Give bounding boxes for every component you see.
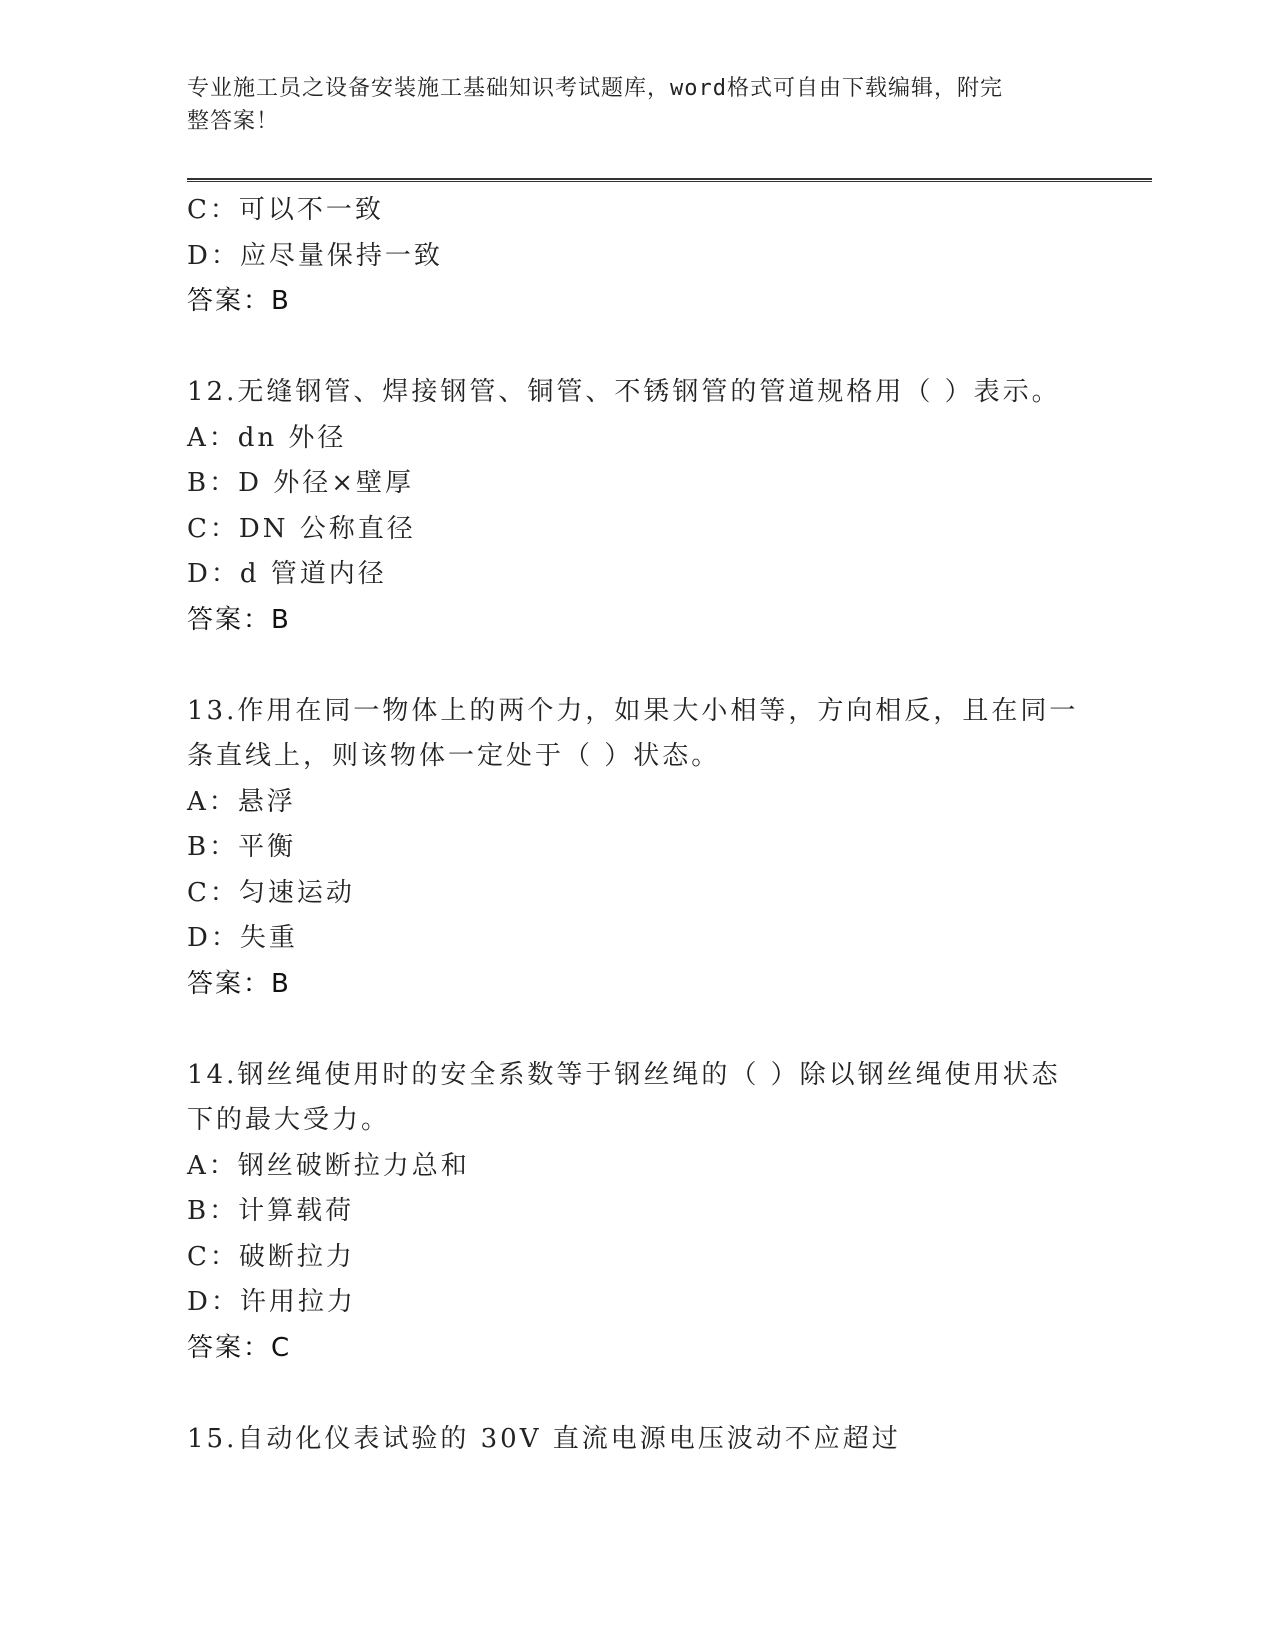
option-c: C：可以不一致 — [187, 195, 384, 225]
option-d: D：d 管道内径 — [187, 559, 387, 589]
question-stem-line-2: 下的最大受力。 — [187, 1105, 391, 1135]
answer: 答案：B — [187, 604, 291, 635]
option-b: B：D 外径×壁厚 — [187, 468, 415, 498]
option-a: A：钢丝破断拉力总和 — [187, 1150, 470, 1181]
question-stem-line-2: 条直线上，则该物体一定处于（ ）状态。 — [187, 741, 721, 771]
question-13 — [187, 689, 1087, 1008]
answer: 答案：B — [187, 968, 291, 999]
answer: 答案：B — [187, 286, 291, 316]
option-d: D：许用拉力 — [187, 1287, 356, 1317]
question-stem: 15.自动化仪表试验的 30V 直流电源电压波动不应超过 — [187, 1423, 901, 1454]
spacer — [187, 1371, 1087, 1417]
question-12 — [187, 370, 1087, 643]
option-c: C：DN 公称直径 — [187, 513, 416, 544]
spacer — [187, 1007, 1087, 1053]
question-stem-line-1: 14.钢丝绳使用时的安全系数等于钢丝绳的（ ）除以钢丝绳使用状态 — [187, 1059, 1061, 1090]
option-d: D：应尽量保持一致 — [187, 240, 443, 271]
question-stem: 12.无缝钢管、焊接钢管、铜管、不锈钢管的管道规格用（ ）表示。 — [187, 377, 1061, 407]
header-line-2: 整答案！ — [187, 109, 280, 134]
question-stem-line-1: 13.作用在同一物体上的两个力，如果大小相等，方向相反，且在同一 — [187, 695, 1079, 726]
option-d: D：失重 — [187, 923, 298, 953]
answer: 答案：C — [187, 1332, 292, 1363]
option-c: C：匀速运动 — [187, 877, 355, 908]
option-c: C：破断拉力 — [187, 1241, 355, 1272]
question-15 — [187, 1417, 1087, 1463]
header-line-1: 专业施工员之设备安装施工基础知识考试题库，word格式可自由下载编辑，附完 — [187, 76, 1003, 101]
spacer — [187, 643, 1087, 689]
option-a: A：dn 外径 — [187, 422, 347, 453]
question-11 — [187, 188, 1087, 325]
question-list — [187, 188, 1087, 1462]
spacer — [187, 325, 1087, 371]
option-b: B：平衡 — [187, 832, 297, 862]
option-b: B：计算载荷 — [187, 1196, 355, 1226]
question-14 — [187, 1053, 1087, 1372]
option-a: A：悬浮 — [187, 786, 296, 817]
page-header — [187, 72, 1067, 138]
header-divider — [187, 178, 1152, 182]
